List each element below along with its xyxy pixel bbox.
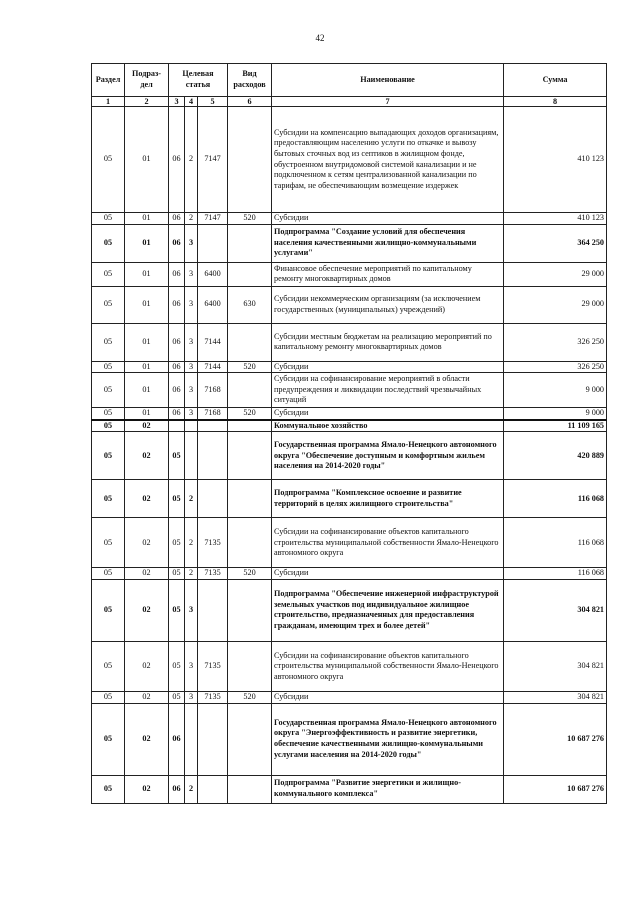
column-number: 3: [169, 97, 185, 107]
naimenovanie-cell: Субсидии: [272, 213, 504, 225]
vid-raskhodov-cell: [228, 641, 272, 691]
podrazdel-cell: 01: [125, 361, 169, 373]
vid-raskhodov-cell: [228, 373, 272, 408]
direction-code-cell: 7147: [198, 213, 228, 225]
column-number: 4: [185, 97, 198, 107]
summa-cell: 116 068: [504, 480, 607, 518]
razdel-cell: 05: [92, 262, 125, 286]
summa-cell: 364 250: [504, 224, 607, 262]
naimenovanie-cell: Субсидии некоммерческим организациям (за исключением государственных (муниципальных) учреждений): [272, 286, 504, 323]
column-number: 7: [272, 97, 504, 107]
naimenovanie-cell: Подпрограмма "Создание условий для обеспечения населения качественными жилищно-коммунальными услугами": [272, 224, 504, 262]
header-tselevaya-statya: Целевая статья: [169, 64, 228, 97]
program-code-cell: 05: [169, 518, 185, 568]
table-row: [92, 323, 607, 361]
summa-cell: 9 000: [504, 373, 607, 408]
podrazdel-cell: 01: [125, 323, 169, 361]
naimenovanie-cell: Подпрограмма "Обеспечение инженерной инфраструктурой земельных участков под индивидуальное жилищное строительство, предназначенных для предоставления гражданам, имеющим трех и более детей": [272, 579, 504, 641]
table-row: [92, 480, 607, 518]
program-code-cell: 05: [169, 579, 185, 641]
table-row: [92, 432, 607, 480]
summa-cell: 29 000: [504, 286, 607, 323]
subprogram-code-cell: 3: [185, 323, 198, 361]
program-code-cell: 05: [169, 691, 185, 703]
razdel-cell: 05: [92, 286, 125, 323]
direction-code-cell: [198, 579, 228, 641]
table-row: [92, 373, 607, 408]
subprogram-code-cell: 2: [185, 480, 198, 518]
column-number: 6: [228, 97, 272, 107]
subprogram-code-cell: 3: [185, 373, 198, 408]
table-row: [92, 213, 607, 225]
vid-raskhodov-cell: [228, 107, 272, 213]
program-code-cell: 06: [169, 775, 185, 803]
subprogram-code-cell: 2: [185, 518, 198, 568]
razdel-cell: 05: [92, 373, 125, 408]
program-code-cell: [169, 420, 185, 432]
direction-code-cell: 7144: [198, 361, 228, 373]
subprogram-code-cell: 2: [185, 568, 198, 580]
podrazdel-cell: 01: [125, 213, 169, 225]
vid-raskhodov-cell: 520: [228, 568, 272, 580]
table-body: [92, 107, 607, 804]
subprogram-code-cell: 3: [185, 641, 198, 691]
summa-cell: 11 109 165: [504, 420, 607, 432]
direction-code-cell: 7147: [198, 107, 228, 213]
program-code-cell: 06: [169, 262, 185, 286]
summa-cell: 304 821: [504, 641, 607, 691]
naimenovanie-cell: Субсидии на компенсацию выпадающих доходов организациям, предоставляющим населению услуги по откачке и вывозу бытовых сточных вод из септиков в жилищном фонде, обустроенном внутридомовой системой канализации и не подключенном к сетям централизованной канализации по тарифам, не обеспечивающим возмещение издержек: [272, 107, 504, 213]
budget-table: [91, 63, 607, 804]
naimenovanie-cell: Субсидии на софинансирование объектов капитального строительства муниципальной собственности Ямало-Ненецкого автономного округа: [272, 641, 504, 691]
podrazdel-cell: 02: [125, 703, 169, 775]
subprogram-code-cell: 3: [185, 286, 198, 323]
summa-cell: 326 250: [504, 361, 607, 373]
direction-code-cell: 7135: [198, 641, 228, 691]
razdel-cell: 05: [92, 691, 125, 703]
direction-code-cell: 6400: [198, 286, 228, 323]
column-number: 2: [125, 97, 169, 107]
subprogram-code-cell: 3: [185, 224, 198, 262]
summa-cell: 116 068: [504, 518, 607, 568]
direction-code-cell: 7168: [198, 408, 228, 420]
summa-cell: 10 687 276: [504, 775, 607, 803]
direction-code-cell: 7144: [198, 323, 228, 361]
podrazdel-cell: 02: [125, 480, 169, 518]
razdel-cell: 05: [92, 432, 125, 480]
table-row: [92, 286, 607, 323]
program-code-cell: 06: [169, 373, 185, 408]
program-code-cell: 06: [169, 286, 185, 323]
naimenovanie-cell: Субсидии на софинансирование мероприятий в области предупреждения и ликвидации последствий чрезвычайных ситуаций: [272, 373, 504, 408]
direction-code-cell: [198, 224, 228, 262]
razdel-cell: 05: [92, 641, 125, 691]
vid-raskhodov-cell: [228, 775, 272, 803]
direction-code-cell: [198, 775, 228, 803]
table-row: [92, 641, 607, 691]
vid-raskhodov-cell: [228, 480, 272, 518]
summa-cell: 116 068: [504, 568, 607, 580]
program-code-cell: 06: [169, 361, 185, 373]
page-number: 42: [315, 33, 325, 43]
summa-cell: 9 000: [504, 408, 607, 420]
podrazdel-cell: 01: [125, 408, 169, 420]
direction-code-cell: 6400: [198, 262, 228, 286]
header-vid-raskhodov: Вид расходов: [228, 64, 272, 97]
razdel-cell: 05: [92, 518, 125, 568]
table-row: [92, 775, 607, 803]
razdel-cell: 05: [92, 775, 125, 803]
naimenovanie-cell: Подпрограмма "Комплексное освоение и развитие территорий в целях жилищного строительства": [272, 480, 504, 518]
podrazdel-cell: 02: [125, 579, 169, 641]
program-code-cell: 05: [169, 641, 185, 691]
direction-code-cell: [198, 480, 228, 518]
razdel-cell: 05: [92, 323, 125, 361]
program-code-cell: 05: [169, 568, 185, 580]
podrazdel-cell: 01: [125, 107, 169, 213]
summa-cell: 410 123: [504, 107, 607, 213]
program-code-cell: 06: [169, 323, 185, 361]
podrazdel-cell: 02: [125, 568, 169, 580]
naimenovanie-cell: Финансовое обеспечение мероприятий по капитальному ремонту многоквартирных домов: [272, 262, 504, 286]
table-row: [92, 703, 607, 775]
razdel-cell: 05: [92, 579, 125, 641]
subprogram-code-cell: 3: [185, 691, 198, 703]
direction-code-cell: [198, 703, 228, 775]
subprogram-code-cell: 2: [185, 213, 198, 225]
podrazdel-cell: 01: [125, 373, 169, 408]
podrazdel-cell: 02: [125, 518, 169, 568]
table-row: [92, 691, 607, 703]
podrazdel-cell: 01: [125, 286, 169, 323]
razdel-cell: 05: [92, 480, 125, 518]
razdel-cell: 05: [92, 420, 125, 432]
program-code-cell: 06: [169, 213, 185, 225]
podrazdel-cell: 02: [125, 432, 169, 480]
vid-raskhodov-cell: [228, 262, 272, 286]
vid-raskhodov-cell: 520: [228, 691, 272, 703]
subprogram-code-cell: 3: [185, 262, 198, 286]
header-naimenovanie: Наименование: [272, 64, 504, 97]
subprogram-code-cell: 3: [185, 361, 198, 373]
naimenovanie-cell: Подпрограмма "Развитие энергетики и жилищно-коммунального комплекса": [272, 775, 504, 803]
summa-cell: 29 000: [504, 262, 607, 286]
table-row: [92, 107, 607, 213]
naimenovanie-cell: Субсидии: [272, 568, 504, 580]
naimenovanie-cell: Субсидии: [272, 408, 504, 420]
table-row: [92, 420, 607, 432]
naimenovanie-cell: Субсидии: [272, 361, 504, 373]
vid-raskhodov-cell: 630: [228, 286, 272, 323]
summa-cell: 410 123: [504, 213, 607, 225]
podrazdel-cell: 01: [125, 262, 169, 286]
summa-cell: 304 821: [504, 691, 607, 703]
subprogram-code-cell: 3: [185, 579, 198, 641]
column-number: 5: [198, 97, 228, 107]
vid-raskhodov-cell: [228, 518, 272, 568]
header-podrazdel: Подраз-дел: [125, 64, 169, 97]
naimenovanie-cell: Субсидии на софинансирование объектов капитального строительства муниципальной собственности Ямало-Ненецкого автономного округа: [272, 518, 504, 568]
direction-code-cell: [198, 432, 228, 480]
podrazdel-cell: 01: [125, 224, 169, 262]
program-code-cell: 05: [169, 480, 185, 518]
summa-cell: 420 889: [504, 432, 607, 480]
column-number: 1: [92, 97, 125, 107]
vid-raskhodov-cell: 520: [228, 213, 272, 225]
table-row: [92, 568, 607, 580]
header-summa: Сумма: [504, 64, 607, 97]
subprogram-code-cell: [185, 432, 198, 480]
direction-code-cell: 7135: [198, 691, 228, 703]
subprogram-code-cell: [185, 703, 198, 775]
header-row: [92, 64, 607, 97]
program-code-cell: 06: [169, 224, 185, 262]
program-code-cell: 06: [169, 703, 185, 775]
subprogram-code-cell: 2: [185, 775, 198, 803]
table-row: [92, 408, 607, 420]
column-number: 8: [504, 97, 607, 107]
direction-code-cell: [198, 420, 228, 432]
razdel-cell: 05: [92, 361, 125, 373]
razdel-cell: 05: [92, 224, 125, 262]
naimenovanie-cell: Коммунальное хозяйство: [272, 420, 504, 432]
razdel-cell: 05: [92, 703, 125, 775]
table-row: [92, 579, 607, 641]
vid-raskhodov-cell: [228, 579, 272, 641]
podrazdel-cell: 02: [125, 641, 169, 691]
razdel-cell: 05: [92, 107, 125, 213]
program-code-cell: 06: [169, 408, 185, 420]
table-row: [92, 518, 607, 568]
podrazdel-cell: 02: [125, 420, 169, 432]
summa-cell: 326 250: [504, 323, 607, 361]
header-razdel: Раздел: [92, 64, 125, 97]
vid-raskhodov-cell: [228, 432, 272, 480]
razdel-cell: 05: [92, 213, 125, 225]
subprogram-code-cell: [185, 420, 198, 432]
vid-raskhodov-cell: [228, 224, 272, 262]
table-row: [92, 224, 607, 262]
naimenovanie-cell: Государственная программа Ямало-Ненецкого автономного округа "Обеспечение доступным и комфортным жильем населения на 2014-2020 годы": [272, 432, 504, 480]
column-numbers-row: [92, 97, 607, 107]
program-code-cell: 06: [169, 107, 185, 213]
podrazdel-cell: 02: [125, 691, 169, 703]
naimenovanie-cell: Государственная программа Ямало-Ненецкого автономного округа "Энергоэффективность и развитие энергетики, обеспечение качественными жилищно-коммунальными услугами населения на 2014-2020 годы": [272, 703, 504, 775]
podrazdel-cell: 02: [125, 775, 169, 803]
table-row: [92, 262, 607, 286]
razdel-cell: 05: [92, 408, 125, 420]
program-code-cell: 05: [169, 432, 185, 480]
summa-cell: 304 821: [504, 579, 607, 641]
vid-raskhodov-cell: 520: [228, 408, 272, 420]
table-row: [92, 361, 607, 373]
subprogram-code-cell: 2: [185, 107, 198, 213]
direction-code-cell: 7168: [198, 373, 228, 408]
direction-code-cell: 7135: [198, 568, 228, 580]
subprogram-code-cell: 3: [185, 408, 198, 420]
vid-raskhodov-cell: 520: [228, 361, 272, 373]
naimenovanie-cell: Субсидии местным бюджетам на реализацию мероприятий по капитальному ремонту многоквартирных домов: [272, 323, 504, 361]
naimenovanie-cell: Субсидии: [272, 691, 504, 703]
vid-raskhodov-cell: [228, 703, 272, 775]
vid-raskhodov-cell: [228, 420, 272, 432]
razdel-cell: 05: [92, 568, 125, 580]
vid-raskhodov-cell: [228, 323, 272, 361]
summa-cell: 10 687 276: [504, 703, 607, 775]
direction-code-cell: 7135: [198, 518, 228, 568]
